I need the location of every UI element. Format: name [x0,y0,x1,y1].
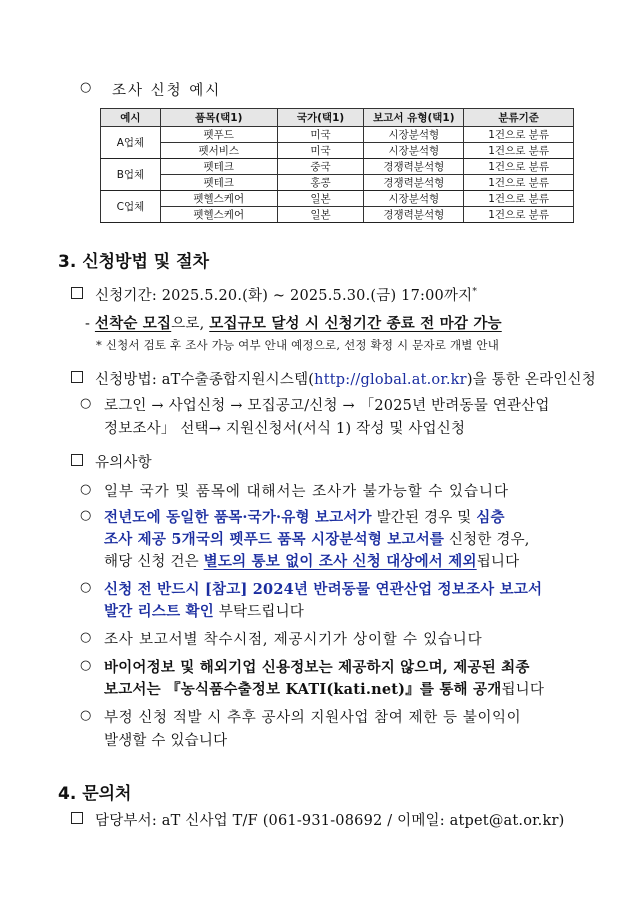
table-cell: 펫헬스케어 [160,191,277,207]
table-cell: 1건으로 분류 [464,175,574,191]
caution-6-line-2: 발생할 수 있습니다 [104,733,228,749]
table-cell: 경쟁력분석형 [364,159,464,175]
square-bullet-icon [71,812,83,824]
table-cell: 미국 [277,127,364,143]
table-header-row [101,109,574,127]
caution-3-line-1: 신청 전 반드시 [참고] 2024년 반려동물 연관산업 정보조사 보고서 [104,581,543,598]
table-cell: 1건으로 분류 [464,159,574,175]
section-4-heading: 4. 문의처 [58,784,132,804]
table-row [101,207,574,223]
review-note: * 신청서 검토 후 조사 가능 여부 안내 예정으로, 선정 확정 시 문자로 개별 안내 [96,338,500,352]
table-cell: 시장분석형 [364,127,464,143]
table-cell: 홍콩 [277,175,364,191]
table-header-cell: 보고서 유형(택1) [364,109,464,127]
caution-3-line-2: 발간 리스트 확인 부탁드립니다 [104,603,305,620]
table-cell: 펫테크 [160,175,277,191]
table-cell: 경쟁력분석형 [364,175,464,191]
table-cell: 펫푸드 [160,127,277,143]
section-3-heading: 3. 신청방법 및 절차 [58,252,209,272]
caution-4: 조사 보고서별 착수시점, 제공시기가 상이할 수 있습니다 [104,632,483,648]
bullet-circle: ○ [80,630,92,645]
square-bullet-icon [71,287,83,299]
table-cell: 1건으로 분류 [464,207,574,223]
table-cell: 펫테크 [160,159,277,175]
application-method: 신청방법: aT수출종합지원시스템(http://global.at.or.kr)을 통한 온라인신청 [95,372,596,388]
table-header-cell: 품목(택1) [160,109,277,127]
table-cell: 1건으로 분류 [464,143,574,159]
system-link[interactable]: http://global.at.or.kr [314,372,467,388]
login-steps-line-2: 정보조사」 선택→ 지원신청서(서식 1) 작성 및 사업신청 [104,421,466,437]
table-header-cell: 국가(택1) [277,109,364,127]
first-come-notice: - 선착순 모집으로, 모집규모 달성 시 신청기간 종료 전 마감 가능 [85,315,502,332]
table-header-cell: 분류기준 [464,109,574,127]
bullet-circle: ○ [80,482,92,497]
table-cell: 경쟁력분석형 [364,207,464,223]
application-period: 신청기간: 2025.5.20.(화) ~ 2025.5.30.(금) 17:00까지* [95,287,478,304]
table-row [101,159,574,175]
table-cell: 펫헬스케어 [160,207,277,223]
table-cell: 시장분석형 [364,191,464,207]
bullet-circle: ○ [80,708,92,723]
caution-5-line-1: 바이어정보 및 해외기업 신용정보는 제공하지 않으며, 제공된 최종 [104,659,530,676]
table-cell: 일본 [277,191,364,207]
table-row [101,127,574,143]
contact-info: 담당부서: aT 신사업 T/F (061-931-08692 / 이메일: atpet@at.or.kr) [95,813,565,829]
square-bullet-icon [71,454,83,466]
caution-5-line-2: 보고서는 『농식품수출정보 KATI(kati.net)』를 통해 공개됩니다 [104,681,545,698]
bullet-circle: ○ [80,580,92,595]
login-steps-line-1: 로그인 → 사업신청 → 모집공고/신청 → 「2025년 반려동물 연관산업 [104,398,550,414]
company-cell: A업체 [101,127,161,159]
table-row [101,143,574,159]
table-row [101,191,574,207]
bullet-circle: ○ [80,658,92,673]
caution-6-line-1: 부정 신청 적발 시 추후 공사의 지원사업 참여 제한 등 불이익이 [104,710,522,726]
caution-2-line-2: 조사 제공 5개국의 펫푸드 품목 시장분석형 보고서를 신청한 경우, [104,531,530,548]
square-bullet-icon [71,371,83,383]
company-cell: C업체 [101,191,161,223]
table-cell: 중국 [277,159,364,175]
table-header-cell: 예시 [101,109,161,127]
table-cell: 1건으로 분류 [464,127,574,143]
bullet-circle: ○ [80,396,92,411]
caution-1: 일부 국가 및 품목에 대해서는 조사가 불가능할 수 있습니다 [104,484,510,500]
example-title: 조사 신청 예시 [112,83,222,99]
caution-label: 유의사항 [95,455,152,471]
table-row [101,175,574,191]
bullet-circle: ○ [80,80,92,95]
table-cell: 미국 [277,143,364,159]
caution-2-line-1: 전년도에 동일한 품목·국가·유형 보고서가 발간된 경우 및 심층 [104,509,505,526]
company-cell: B업체 [101,159,161,191]
table-cell: 일본 [277,207,364,223]
table-cell: 1건으로 분류 [464,191,574,207]
caution-2-line-3: 해당 신청 건은 별도의 통보 없이 조사 신청 대상에서 제외됩니다 [104,553,520,570]
bullet-circle: ○ [80,508,92,523]
example-table [100,108,574,223]
table-cell: 시장분석형 [364,143,464,159]
table-cell: 펫서비스 [160,143,277,159]
